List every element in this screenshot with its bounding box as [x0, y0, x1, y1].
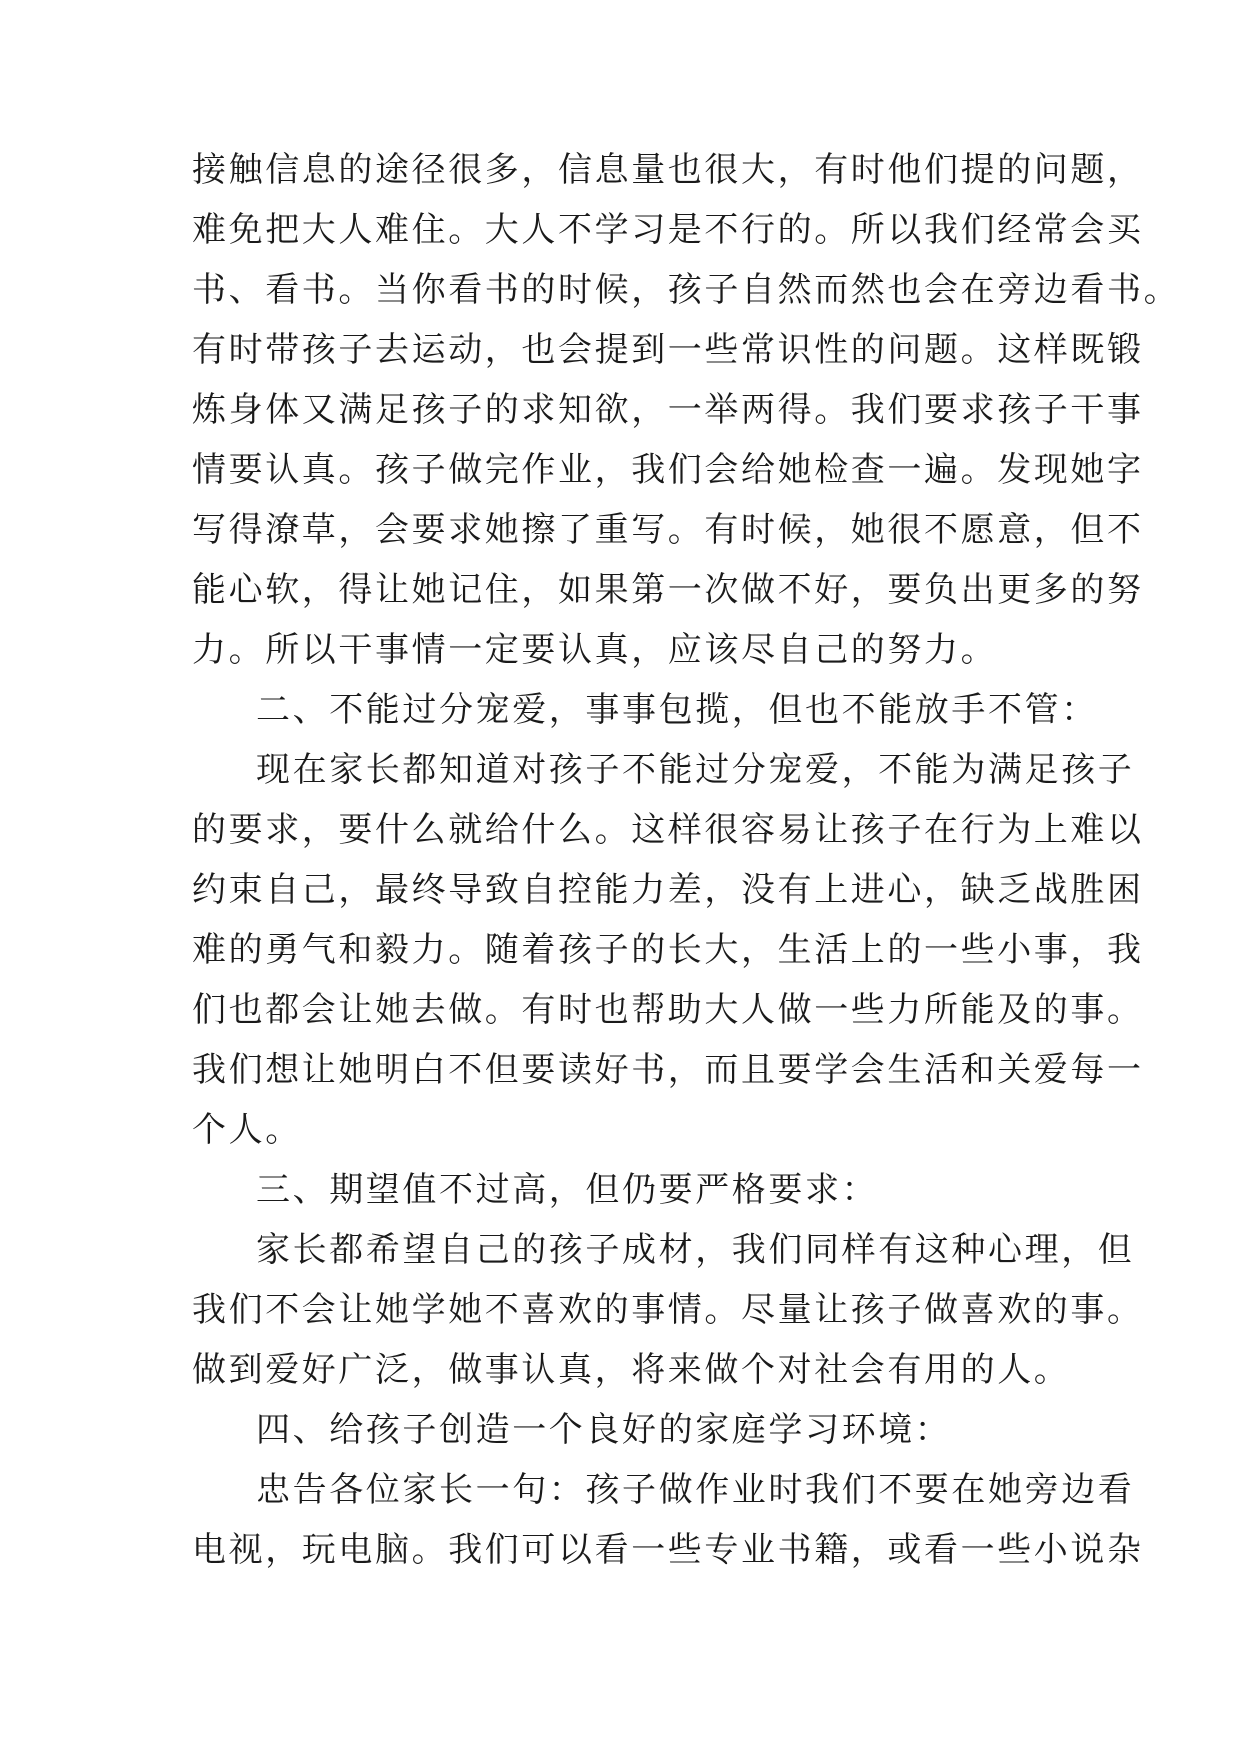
- section-heading: 二、不能过分宠爱，事事包揽，但也不能放手不管：: [256, 690, 1098, 730]
- text-line: 难的勇气和毅力。随着孩子的长大，生活上的一些小事，我: [192, 930, 1144, 970]
- text-line: 能心软，得让她记住，如果第一次做不好，要负出更多的努: [192, 570, 1144, 610]
- section-heading: 三、期望值不过高，但仍要严格要求：: [256, 1170, 879, 1210]
- section-heading: 四、给孩子创造一个良好的家庭学习环境：: [256, 1410, 952, 1450]
- text-line: 有时带孩子去运动，也会提到一些常识性的问题。这样既锻: [192, 330, 1144, 370]
- text-line: 的要求，要什么就给什么。这样很容易让孩子在行为上难以: [192, 810, 1144, 850]
- text-line: 个人。: [192, 1110, 302, 1150]
- text-line: 炼身体又满足孩子的求知欲，一举两得。我们要求孩子干事: [192, 390, 1144, 430]
- text-line: 力。所以干事情一定要认真，应该尽自己的努力。: [192, 630, 998, 670]
- text-line: 接触信息的途径很多，信息量也很大，有时他们提的问题，: [192, 150, 1144, 190]
- text-line: 书、看书。当你看书的时候，孩子自然而然也会在旁边看书。: [192, 270, 1181, 310]
- text-line: 家长都希望自己的孩子成材，我们同样有这种心理，但: [256, 1230, 1135, 1270]
- text-line: 难免把大人难住。大人不学习是不行的。所以我们经常会买: [192, 210, 1144, 250]
- text-line: 我们不会让她学她不喜欢的事情。尽量让孩子做喜欢的事。: [192, 1290, 1144, 1330]
- text-line: 写得潦草，会要求她擦了重写。有时候，她很不愿意，但不: [192, 510, 1144, 550]
- text-line: 们也都会让她去做。有时也帮助大人做一些力所能及的事。: [192, 990, 1144, 1030]
- text-line: 现在家长都知道对孩子不能过分宠爱，不能为满足孩子: [256, 750, 1135, 790]
- text-line: 我们想让她明白不但要读好书，而且要学会生活和关爱每一: [192, 1050, 1144, 1090]
- text-line: 约束自己，最终导致自控能力差，没有上进心，缺乏战胜困: [192, 870, 1144, 910]
- text-line: 情要认真。孩子做完作业，我们会给她检查一遍。发现她字: [192, 450, 1144, 490]
- text-line: 做到爱好广泛，做事认真，将来做个对社会有用的人。: [192, 1350, 1071, 1390]
- text-line: 电视，玩电脑。我们可以看一些专业书籍，或看一些小说杂: [192, 1530, 1144, 1570]
- text-line: 忠告各位家长一句：孩子做作业时我们不要在她旁边看: [256, 1470, 1135, 1510]
